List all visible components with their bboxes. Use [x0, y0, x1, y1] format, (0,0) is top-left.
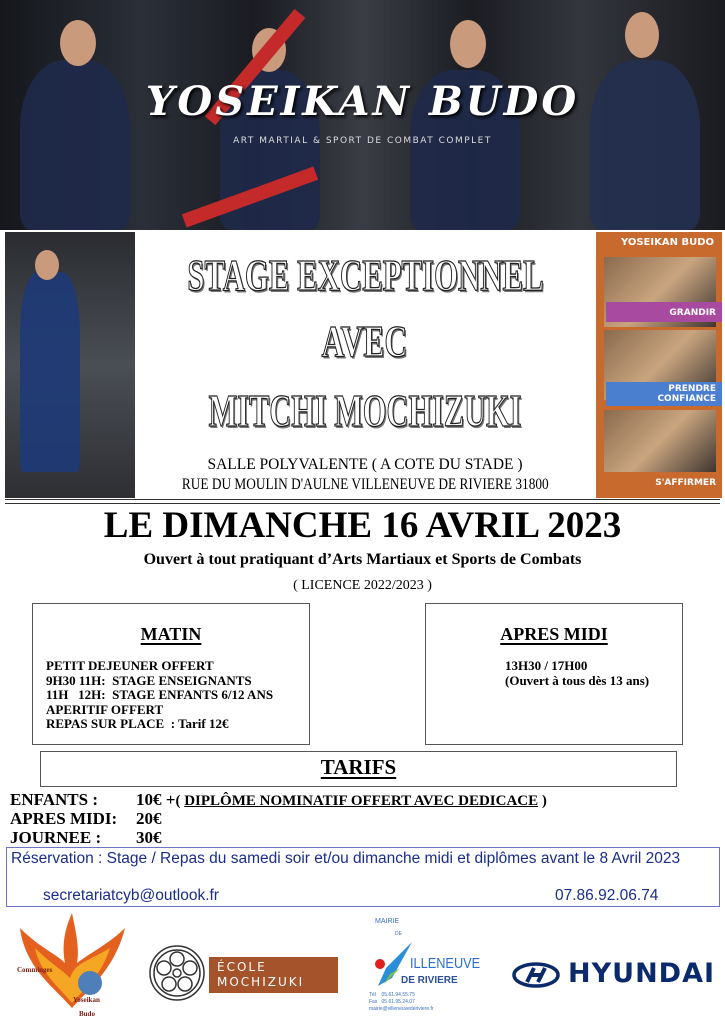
mairie-tel: Tél 05.61.94.55.75 — [369, 992, 415, 998]
morning-title: MATIN — [140, 624, 202, 644]
headline-stage-line — [140, 252, 590, 300]
contact-email[interactable]: secretariatcyb@outlook.fr — [43, 887, 219, 904]
promo-label-affirmer: S'AFFIRMER — [655, 478, 716, 488]
afternoon-line: 13H30 / 17H00 — [505, 658, 588, 673]
logo-text: Comminges — [17, 966, 53, 974]
ecole-line: MOCHIZUKI — [217, 975, 305, 989]
morning-line: APERITIF OFFERT — [46, 701, 164, 717]
tarif-label: APRES MIDI: — [10, 809, 118, 828]
tarif-label: JOURNEE : — [10, 828, 102, 847]
banner-subtitle: ART MARTIAL & SPORT DE COMBAT COMPLET — [233, 136, 492, 146]
tarif-row — [10, 829, 162, 847]
licence-note: ( LICENCE 2022/2023 ) — [293, 578, 432, 593]
morning-box — [32, 603, 310, 745]
tarif-price: 10€ + — [136, 790, 176, 809]
promo-label-confiance: PRENDRE CONFIANCE — [657, 384, 716, 404]
morning-line: REPAS SUR PLACE : Tarif 12€ — [46, 716, 229, 731]
promo-title: YOSEIKAN BUDO — [620, 237, 714, 248]
event-audience: Ouvert à tout pratiquant d’Arts Martiaux et Sports de Combats — [143, 551, 582, 568]
mairie-fax: Fax 05.61.95.24.07 — [369, 999, 415, 1005]
ecole-line: ÉCOLE — [217, 960, 267, 974]
mairie-name: DE RIVIERE — [401, 975, 458, 986]
comminges-yoseikan-logo — [15, 908, 130, 1022]
headline-avec-line — [140, 318, 590, 366]
reservation-text: Réservation : Stage / Repas du samedi soir et/ou dimanche midi et diplômes avant le 8 Avril 2023 — [11, 850, 681, 867]
mairie-mail: mairie@villeneuvederiviere.fr — [369, 1006, 434, 1012]
mochizuki-crest-icon — [148, 944, 206, 1007]
tarif-row — [10, 810, 162, 828]
logo-text: Budo — [79, 1010, 95, 1018]
logo-text: Yoseikan — [73, 996, 100, 1004]
mairie-text: MAIRIE — [375, 918, 400, 925]
mairie-villeneuve-logo — [365, 918, 490, 1018]
tarifs-box — [40, 751, 677, 787]
hyundai-wordmark: HYUNDAI — [568, 958, 716, 989]
headline-avec: AVEC — [322, 317, 408, 366]
promo-label-grandir: GRANDIR — [669, 308, 716, 318]
banner-title: YOSEIKAN BUDO — [145, 78, 580, 125]
venue-line-1: SALLE POLYVALENTE ( A COTE DU STADE ) — [207, 456, 523, 473]
morning-line: 9H30 11H: STAGE ENSEIGNANTS — [46, 672, 252, 688]
tarif-note: DIPLÔME NOMINATIF OFFERT AVEC DEDICACE — [184, 793, 539, 809]
event-date: LE DIMANCHE 16 AVRIL 2023 — [103, 505, 622, 546]
yoseikan-promo-panel — [596, 232, 722, 498]
venue-line-1-wrap — [135, 455, 595, 474]
header-banner-photo — [0, 0, 725, 230]
tarif-label: ENFANTS : — [10, 790, 98, 809]
headline-name-line — [140, 386, 590, 437]
afternoon-box — [425, 603, 683, 745]
tarif-price: 30€ — [136, 828, 162, 847]
paren: ( — [175, 793, 185, 809]
paren: ) — [538, 793, 547, 809]
divider — [5, 499, 720, 504]
tarif-row — [10, 791, 547, 810]
headline-stage: STAGE EXCEPTIONNEL — [186, 251, 544, 300]
morning-line: PETIT DEJEUNER OFFERT — [46, 658, 214, 673]
instructor-photo — [5, 232, 135, 498]
morning-line: 11H 12H: STAGE ENFANTS 6/12 ANS — [46, 687, 274, 702]
venue-line-2-wrap — [135, 475, 595, 494]
tarif-price: 20€ — [136, 809, 162, 828]
headline-name: MITCHI MOCHIZUKI — [208, 385, 522, 436]
hyundai-emblem-icon — [512, 962, 560, 988]
contact-phone[interactable]: 07.86.92.06.74 — [555, 887, 659, 904]
afternoon-line: (Ouvert à tous dès 13 ans) — [505, 672, 650, 688]
ecole-mochizuki-logo — [209, 957, 338, 993]
venue-line-2: RUE DU MOULIN D'AULNE VILLENEUVE DE RIVIERE 31800 — [181, 476, 549, 493]
mairie-name: ILLENEUVE — [410, 955, 481, 972]
afternoon-title: APRES MIDI — [500, 624, 608, 644]
tarifs-title: TARIFS — [320, 755, 397, 779]
hyundai-logo — [512, 958, 716, 990]
mairie-text: DE — [395, 931, 402, 937]
reservation-box — [6, 847, 720, 907]
